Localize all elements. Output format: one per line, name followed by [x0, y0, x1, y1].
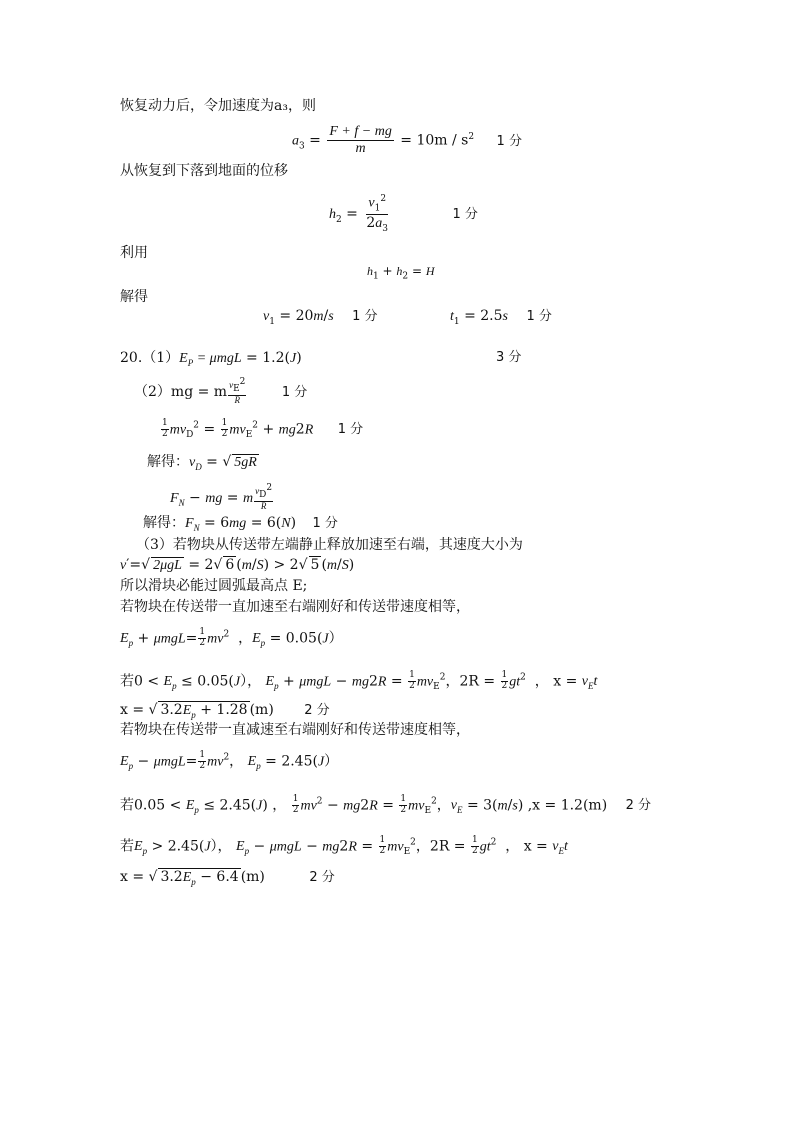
- eq-x-case3: x = √ $3.2E_p - 6.4$ (m) 2 分: [120, 869, 335, 887]
- q20-label: 20.（1）: [120, 350, 180, 366]
- score: 1 分: [352, 309, 378, 324]
- score: 3 分: [496, 350, 522, 365]
- eq-a3: $a_3$ = $\frac{F + f - mg}{m}$ = $10m / s^2$ 1 分: [292, 124, 522, 157]
- eq-v1-t1: $v_1 = 20m/s$ 1 分 $t_1 = 2.5s$ 1 分: [263, 308, 552, 327]
- part3-case-decel: 若物块在传送带一直减速至右端刚好和传送带速度相等，: [120, 722, 470, 738]
- eq-x-case1: x = √ $3.2E_p + 1.28$ (m) 2 分: [120, 702, 330, 720]
- score: 1 分: [312, 516, 338, 531]
- score: 1 分: [526, 309, 552, 324]
- score: 1 分: [337, 422, 364, 438]
- part3-conclusion: 所以滑块必能过圆弧最高点 E;: [120, 578, 308, 594]
- score: 2 分: [625, 798, 652, 814]
- eq-v-prime: v′=√ 2μgL = 2√ 6 (m/S) > 2√ 5 (m/S): [120, 557, 355, 573]
- score: 1 分: [496, 133, 522, 149]
- solve-label: 解得：: [143, 515, 185, 531]
- eq-decel-ep: $E_p - \mu mgL=$ $\frac{1}{2}$ $mv^2$， $E_p = 2.45(J)$: [120, 750, 339, 772]
- score: 1 分: [452, 206, 478, 222]
- eq-case2: 若$0.05 < E_p \le 2.45(J)$ ， $\frac{1}{2}$ $mv^2 - mg2R$ = $\frac{1}{2}$ $mv_E^2$，$v_E = 3(m/s) ,x = 1.2(m)$ 2 分: [120, 794, 652, 817]
- eq-fn-result: 解得：$F_N = 6mg = 6(N)$ 1 分: [143, 515, 338, 533]
- line-using: 利用: [120, 245, 148, 261]
- q20-part2-eq1: （2）mg = m $\frac{v_E^2}{R}$ 1 分: [134, 377, 308, 405]
- eq-energy-d-e: $\frac{1}{2}$ $mv_D^2$ = $\frac{1}{2}$ $mv_E^2 + mg2R$ 1 分: [162, 418, 364, 441]
- eq-case1: 若$0 < E_p \le 0.05(J)$， $E_p + \mu mgL - mg2R$ = $\frac{1}{2}$ $mv_E^2$，2R = $\frac{1}{2}$ $gt^2$ ， $x = v_Et$: [120, 670, 598, 693]
- part2-label: （2）: [134, 383, 171, 400]
- eq-fn: $F_N$ − mg = m $\frac{v_D^2}{R}$: [170, 483, 273, 511]
- score: 2 分: [304, 703, 330, 718]
- line-displacement: 从恢复到下落到地面的位移: [120, 163, 288, 179]
- solve-label: 解得：: [147, 454, 189, 470]
- eq-h1-h2: $h_1 + h_2 = H$: [367, 264, 435, 282]
- eq-accel-ep: $E_p + \mu mgL=$ $\frac{1}{2}$ $mv^2$ ，$E_p = 0.05(J)$: [120, 627, 343, 649]
- q20-part1: $20.(1)E_P = \mu mgL = 1.2(J)$: [120, 350, 302, 368]
- eq-vd: 解得：$v_D$ = √ 5gR: [147, 454, 257, 472]
- part3-case-accel: 若物块在传送带一直加速至右端刚好和传送带速度相等，: [120, 599, 470, 615]
- line-restore-accel: 恢复动力后，令加速度为a₃，则: [120, 98, 316, 114]
- score: 1 分: [281, 384, 308, 400]
- score: 2 分: [309, 870, 335, 885]
- line-solve: 解得: [120, 289, 148, 305]
- eq-h2: $h_2$ = $\frac{v_1^2}{2a_3}$ 1 分: [329, 194, 478, 234]
- part3-intro: （3）若物块从传送带左端静止释放加速至右端，其速度大小为: [136, 537, 523, 553]
- eq-case3: 若$E_p > 2.45(J)$， $E_p - \mu mgL - mg2R$ = $\frac{1}{2}$ $mv_E^2$，2R = $\frac{1}{2}$ $gt^2$ ， $x = v_Et$: [120, 835, 568, 858]
